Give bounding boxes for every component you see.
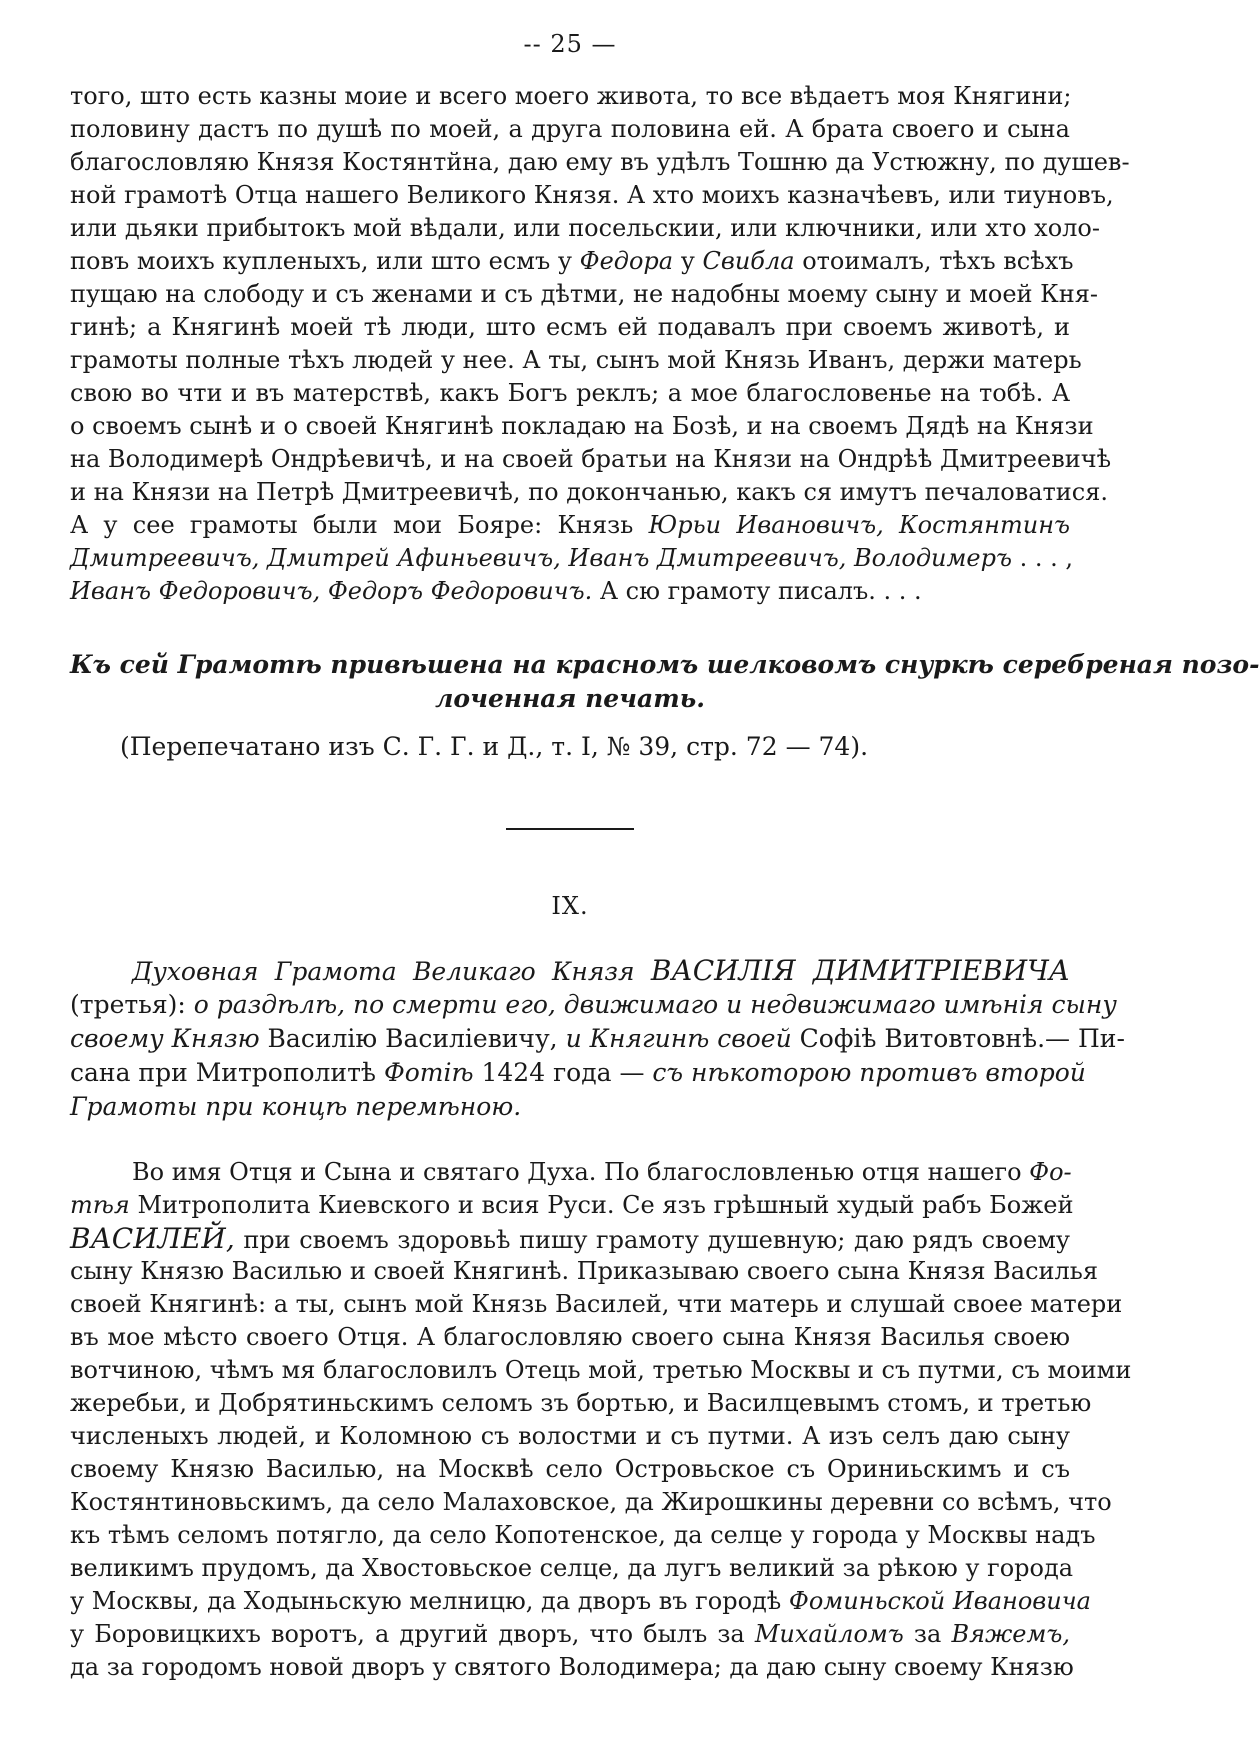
text-line: благословляю Князя Костянтйна, даю ему въ удѣлъ Тошню да Устюжну, по душев- [70, 148, 1130, 176]
text-span: отоималъ, тѣхъ всѣхъ [802, 247, 1074, 275]
section-number: IX. [551, 892, 589, 920]
text-line: свою во чти и въ матерствѣ, какъ Богъ реклъ; а мое благословенье на тобѣ. А [70, 379, 1070, 407]
text-span: А у сее грамоты были мои Бояре: Князь [70, 511, 634, 539]
text-line: своей Княгинѣ: а ты, сынъ мой Князь Василей, чти матерь и слушай своее матери [70, 1290, 1123, 1318]
person-name: Михайломъ [754, 1620, 904, 1648]
text-line: своему Князю Василью, на Москвѣ село Островьское съ Ориниьскимъ и съ [70, 1455, 1070, 1483]
text-span: повъ моихъ купленыхъ, или што есмъ у [70, 247, 572, 275]
person-name: Дмитреевичъ, Дмитрей Афиньевичъ, Иванъ Дмитреевичъ, Володимеръ [70, 544, 1012, 572]
page-number: -- 25 — [523, 30, 617, 58]
text-line [70, 245, 1074, 278]
text-line [70, 1585, 1091, 1618]
text-span: . . . , [1019, 544, 1074, 572]
grand-prince-name: ВАСИЛІЯ ДИМИТРІЕВИЧА [650, 954, 1070, 987]
document-title [70, 954, 1125, 1124]
text-span: у Москвы, да Ходыньскую мелницю, да дворъ въ городѣ [70, 1587, 782, 1615]
text-line: ной грамотѣ Отца нашего Великого Князя. А хто моихъ казначѣевъ, или тиуновъ, [70, 181, 1114, 209]
title-text: Василію Василіевичу, [267, 1024, 558, 1053]
seal-note [70, 648, 1259, 716]
text-span: за [913, 1620, 942, 1648]
title-text: Фотіѣ [383, 1058, 474, 1087]
person-name: Вяжемъ, [951, 1620, 1070, 1648]
text-line: Костянтиновьскимъ, да село Малаховское, да Жирошкины деревни со всѣмъ, что [70, 1488, 1112, 1516]
title-text: Грамоты при концѣ перемѣною. [70, 1092, 522, 1121]
text-line: половину дастъ по душѣ по моей, а друга половина ей. А брата своего и сына [70, 115, 1070, 143]
text-line: того, што есть казны моие и всего моего живота, то все вѣдаетъ моя Княгини; [70, 82, 1072, 110]
text-line: на Володимерѣ Ондрѣевичѣ, и на своей братьи на Князи на Ондрѣѣ Дмитреевичѣ [70, 445, 1112, 473]
title-line [70, 954, 1070, 988]
text-line: грамоты полные тѣхъ людей у нее. А ты, сынъ мой Князь Иванъ, держи матерь [70, 346, 1082, 374]
text-line: сыну Князю Василью и своей Княгинѣ. Приказываю своего сына Князя Василья [70, 1257, 1098, 1285]
title-text: 1424 года — [481, 1058, 645, 1087]
title-text: и Княгинѣ своей [565, 1024, 792, 1053]
text-line [70, 1618, 1070, 1651]
person-name: Свибла [702, 247, 795, 275]
section-divider [506, 828, 634, 830]
text-line: и на Князи на Петрѣ Дмитреевичѣ, по докончанью, какъ ся имутъ печаловатися. [70, 478, 1109, 506]
text-span: у [680, 247, 695, 275]
title-line [70, 1022, 1125, 1056]
text-line [70, 509, 1070, 542]
title-text: съ нѣкоторою противъ второй [652, 1058, 1086, 1087]
title-text: о раздѣлѣ, по смерти его, движимаго и недвижимаго имѣнія сыну [193, 990, 1117, 1019]
text-line [70, 1189, 1074, 1222]
text-line: или дьяки прибытокъ мой вѣдали, или посельскии, или ключники, или хто холо- [70, 214, 1100, 242]
person-name: Фо- [1029, 1158, 1072, 1186]
continued-paragraph [70, 80, 1130, 608]
person-name: Иванъ Федоровичъ, Федоръ Федоровичъ. [70, 577, 593, 605]
title-text: своему Князю [70, 1024, 260, 1053]
title-line [70, 1090, 1070, 1124]
text-line: великимъ прудомъ, да Хвостовьское селце, да лугъ великий за рѣкою у города [70, 1554, 1074, 1582]
reprint-source-note: (Перепечатано изъ С. Г. Г. и Д., т. I, № 39, стр. 72 — 74). [120, 732, 869, 761]
text-line [70, 1222, 1070, 1255]
title-line [70, 988, 1117, 1022]
text-line [70, 542, 1074, 575]
text-line: численыхъ людей, и Коломною съ волостми и съ путми. А изъ селъ даю сыну [70, 1422, 1070, 1450]
text-line: о своемъ сынѣ и о своей Княгинѣ покладаю на Бозѣ, и на своемъ Дядѣ на Князи [70, 412, 1094, 440]
title-line [70, 1056, 1086, 1090]
title-text: Духовная Грамота Великаго Князя [132, 957, 635, 986]
text-line: вотчиною, чѣмъ мя благословилъ Отець мой, третью Москвы и съ путми, съ моими [70, 1356, 1132, 1384]
text-span: Митрополита Киевского и всия Руси. Се язъ грѣшный худый рабъ Божей [137, 1191, 1074, 1219]
text-line: гинѣ; а Княгинѣ моей тѣ люди, што есмъ ей подавалъ при своемъ животѣ, и [70, 313, 1070, 341]
title-text: сана при Митрополитѣ [70, 1058, 377, 1087]
text-line [70, 1156, 1070, 1189]
text-span: А сю грамоту писалъ. . . . [599, 577, 922, 605]
person-name: тѣя [70, 1191, 130, 1219]
seal-note-line: лоченная печать. [435, 684, 705, 713]
text-line: къ тѣмъ селомъ потягло, да село Копотенское, да селце у города у Москвы надъ [70, 1521, 1096, 1549]
text-line: въ мое мѣсто своего Отця. А благословляю своего сына Князя Василья своею [70, 1323, 1070, 1351]
text-line: жеребьи, и Добрятиньскимъ селомъ зъ бортью, и Василцевымъ стомъ, и третью [70, 1389, 1092, 1417]
text-line [70, 575, 1070, 608]
text-span: при своемъ здоровьѣ пишу грамоту душевную; даю рядъ своему [243, 1226, 1070, 1254]
text-span: Во имя Отця и Сына и святаго Духа. По благословленью отця нашего [132, 1158, 1022, 1186]
text-span: у Боровицкихъ воротъ, а другий дворъ, что былъ за [70, 1620, 745, 1648]
grand-prince-name: ВАСИЛЕЙ, [70, 1222, 235, 1255]
seal-note-line: Къ сей Грамотѣ привѣшена на красномъ шелковомъ снуркѣ серебреная позо- [70, 650, 1259, 679]
text-line: пущаю на слободу и съ женами и съ дѣтми, не надобны моему сыну и моей Кня- [70, 280, 1098, 308]
person-name: Федора [579, 247, 674, 275]
title-text: (третья): [70, 990, 186, 1019]
main-paragraph [70, 1156, 1132, 1684]
title-text: Софіѣ Витовтовнѣ.— Пи- [799, 1024, 1125, 1053]
person-name: Фоминьской Ивановича [788, 1587, 1091, 1615]
text-line: да за городомъ новой дворъ у святого Володимера; да даю сыну своему Князю [70, 1653, 1074, 1681]
person-name: Юрьи Ивановичъ, Костянтинъ [648, 511, 1070, 539]
